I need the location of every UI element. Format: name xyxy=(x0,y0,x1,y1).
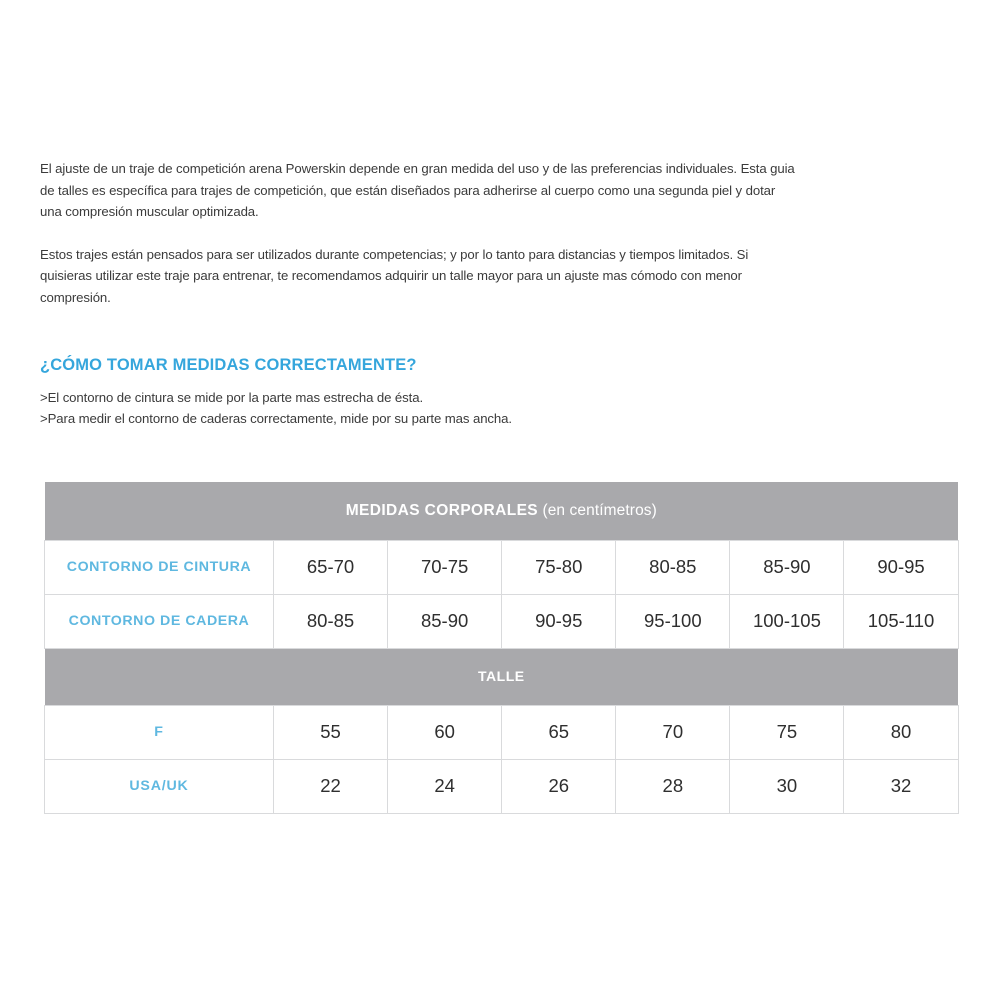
size-chart-table-wrap xyxy=(44,482,958,814)
cell-waist-1: 65-70 xyxy=(274,540,388,594)
table-row xyxy=(45,705,959,759)
cell-hip-2: 85-90 xyxy=(388,594,502,648)
cell-fr-1: 55 xyxy=(274,705,388,759)
row-label-usa-uk: USA/UK xyxy=(45,759,274,813)
cell-usauk-1: 22 xyxy=(274,759,388,813)
cell-usauk-6: 32 xyxy=(844,759,958,813)
cell-waist-3: 75-80 xyxy=(502,540,616,594)
measure-instruction-waist: >El contorno de cintura se mide por la parte mas estrecha de ésta. xyxy=(40,390,424,405)
cell-hip-4: 95-100 xyxy=(616,594,730,648)
table-row xyxy=(45,540,959,594)
cell-usauk-2: 24 xyxy=(388,759,502,813)
cell-fr-5: 75 xyxy=(730,705,844,759)
cell-hip-5: 100-105 xyxy=(730,594,844,648)
cell-waist-4: 80-85 xyxy=(616,540,730,594)
size-chart-table xyxy=(44,482,959,814)
table-band-title-main: MEDIDAS CORPORALES xyxy=(345,501,539,519)
table-band-cell xyxy=(45,648,959,705)
cell-waist-5: 85-90 xyxy=(730,540,844,594)
measure-instruction-hip: >Para medir el contorno de caderas correctamente, mide por su parte mas ancha. xyxy=(40,411,512,426)
cell-hip-6: 105-110 xyxy=(844,594,958,648)
table-band-size xyxy=(45,648,959,705)
cell-fr-3: 65 xyxy=(502,705,616,759)
cell-usauk-5: 30 xyxy=(730,759,844,813)
row-label-fr: F xyxy=(45,705,274,759)
how-to-measure-heading: ¿CÓMO TOMAR MEDIDAS CORRECTAMENTE? xyxy=(40,356,417,374)
cell-fr-6: 80 xyxy=(844,705,958,759)
cell-fr-4: 70 xyxy=(616,705,730,759)
cell-hip-1: 80-85 xyxy=(274,594,388,648)
table-row xyxy=(45,759,959,813)
table-band-cell xyxy=(45,482,959,540)
row-label-waist: CONTORNO DE CINTURA xyxy=(45,540,274,594)
table-band-body-measurements xyxy=(45,482,959,540)
intro-text-block xyxy=(40,158,800,308)
intro-paragraph-2: Estos trajes están pensados para ser utilizados durante competencias; y por lo tanto para distancias y tiempos limitados. Si quisieras utilizar este traje para entrenar, te recomendamos adquirir un talle mayor para un ajuste mas cómodo con menor compresión. xyxy=(40,246,749,305)
table-row xyxy=(45,594,959,648)
how-to-measure-section xyxy=(40,356,800,429)
cell-waist-6: 90-95 xyxy=(844,540,958,594)
cell-usauk-3: 26 xyxy=(502,759,616,813)
intro-paragraph-1: El ajuste de un traje de competición arena Powerskin depende en gran medida del uso y de las preferencias individuales. Esta guia de talles es específica para trajes de competición, que están diseñados para adherirse al cuerpo como una segunda piel y dotar una compresión muscular optimizada. xyxy=(40,161,795,219)
table-band-title xyxy=(346,502,657,520)
cell-waist-2: 70-75 xyxy=(388,540,502,594)
table-band-title-talle: TALLE xyxy=(478,667,525,684)
table-band-title-sub: (en centímetros) xyxy=(538,501,657,519)
cell-hip-3: 90-95 xyxy=(502,594,616,648)
row-label-hip: CONTORNO DE CADERA xyxy=(45,594,274,648)
cell-fr-2: 60 xyxy=(388,705,502,759)
cell-usauk-4: 28 xyxy=(616,759,730,813)
how-to-measure-list xyxy=(40,387,800,429)
